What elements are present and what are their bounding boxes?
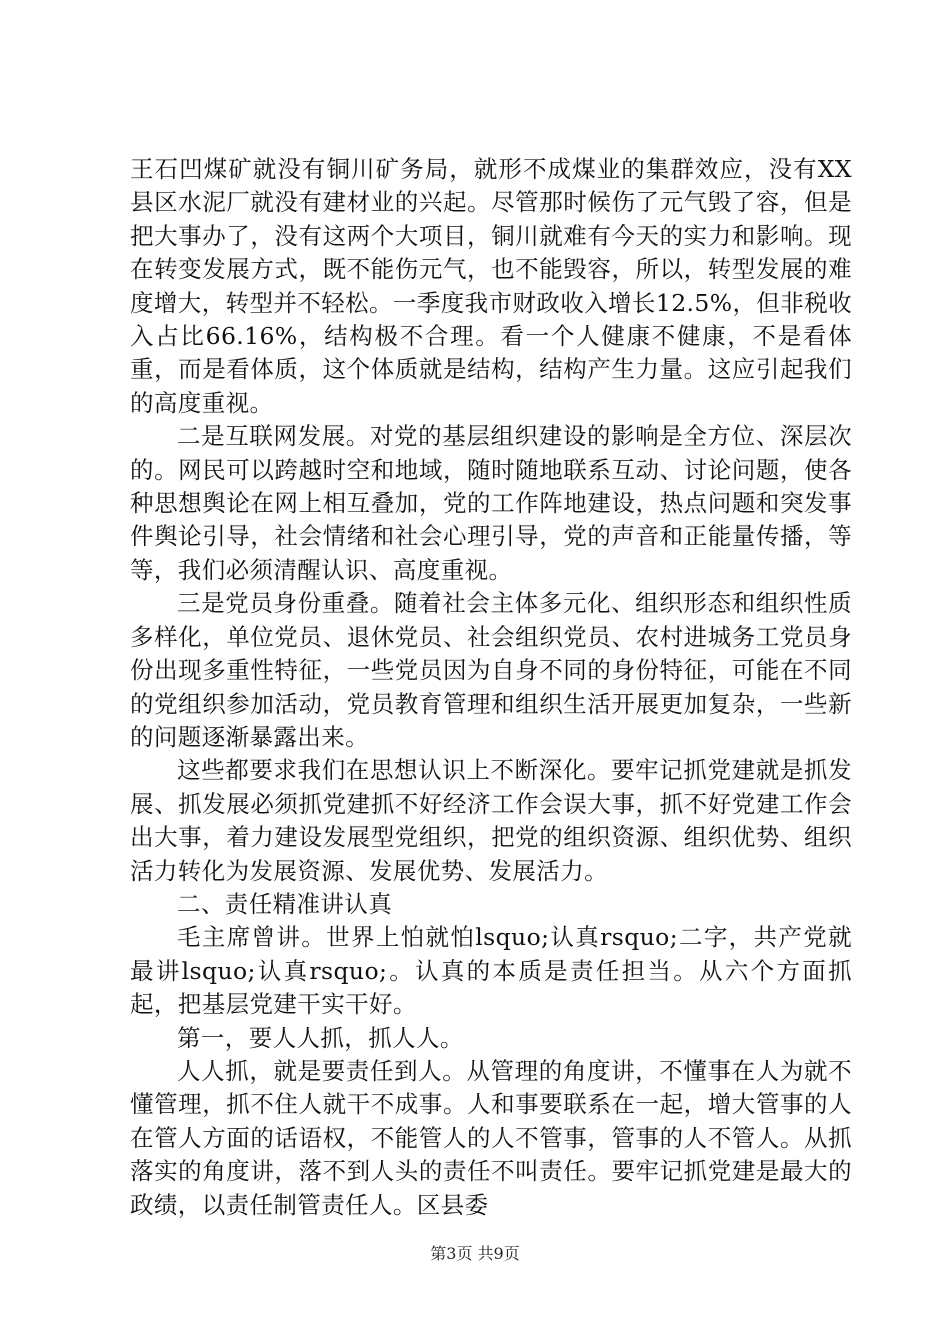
paragraph-4: 这些都要求我们在思想认识上不断深化。要牢记抓党建就是抓发展、抓发展必须抓党建抓不好经济工作会误大事，抓不好党建工作会出大事，着力建设发展型党组织，把党的组织资源、组织优势、组织活力转化为发展资源、发展优势、发展活力。 (130, 756, 852, 885)
paragraph-1: 王石凹煤矿就没有铜川矿务局，就形不成煤业的集群效应，没有XX县区水泥厂就没有建材业的兴起。尽管那时候伤了元气毁了容，但是把大事办了，没有这两个大项目，铜川就难有今天的实力和影响。现在转变发展方式，既不能伤元气，也不能毁容，所以，转型发展的难度增大，转型并不轻松。一季度我市财政收入增长12.5%，但非税收入占比66.16%，结构极不合理。看一个人健康不健康，不是看体重，而是看体质，这个体质就是结构，结构产生力量。这应引起我们的高度重视。 (130, 155, 852, 417)
document-body (130, 153, 852, 1222)
page-number-label: 第3页 共9页 (430, 1244, 520, 1263)
paragraph-5: 毛主席曾讲。世界上怕就怕lsquo;认真rsquo;二字，共产党就最讲lsquo;认真rsquo;。认真的本质是责任担当。从六个方面抓起，把基层党建干实干好。 (130, 923, 852, 1019)
paragraph-2: 二是互联网发展。对党的基层组织建设的影响是全方位、深层次的。网民可以跨越时空和地域，随时随地联系互动、讨论问题，使各种思想舆论在网上相互叠加，党的工作阵地建设，热点问题和突发事件舆论引导，社会情绪和社会心理引导，党的声音和正能量传播，等等，我们必须清醒认识、高度重视。 (130, 422, 852, 584)
paragraph-6: 人人抓，就是要责任到人。从管理的角度讲，不懂事在人为就不懂管理，抓不住人就干不成事。人和事要联系在一起，增大管事的人在管人方面的话语权，不能管人的人不管事，管事的人不管人。从抓落实的角度讲，落不到人头的责任不叫责任。要牢记抓党建是最大的政绩，以责任制管责任人。区县委 (130, 1056, 852, 1219)
page-footer (0, 1244, 950, 1264)
section-heading: 二、责任精准讲认真 (177, 889, 393, 918)
subsection-heading: 第一，要人人抓，抓人人。 (177, 1023, 464, 1052)
paragraph-3: 三是党员身份重叠。随着社会主体多元化、组织形态和组织性质多样化，单位党员、退休党员、社会组织党员、农村进城务工党员身份出现多重性特征，一些党员因为自身不同的身份特征，可能在不同的党组织参加活动，党员教育管理和组织生活开展更加复杂，一些新的问题逐渐暴露出来。 (130, 589, 852, 751)
